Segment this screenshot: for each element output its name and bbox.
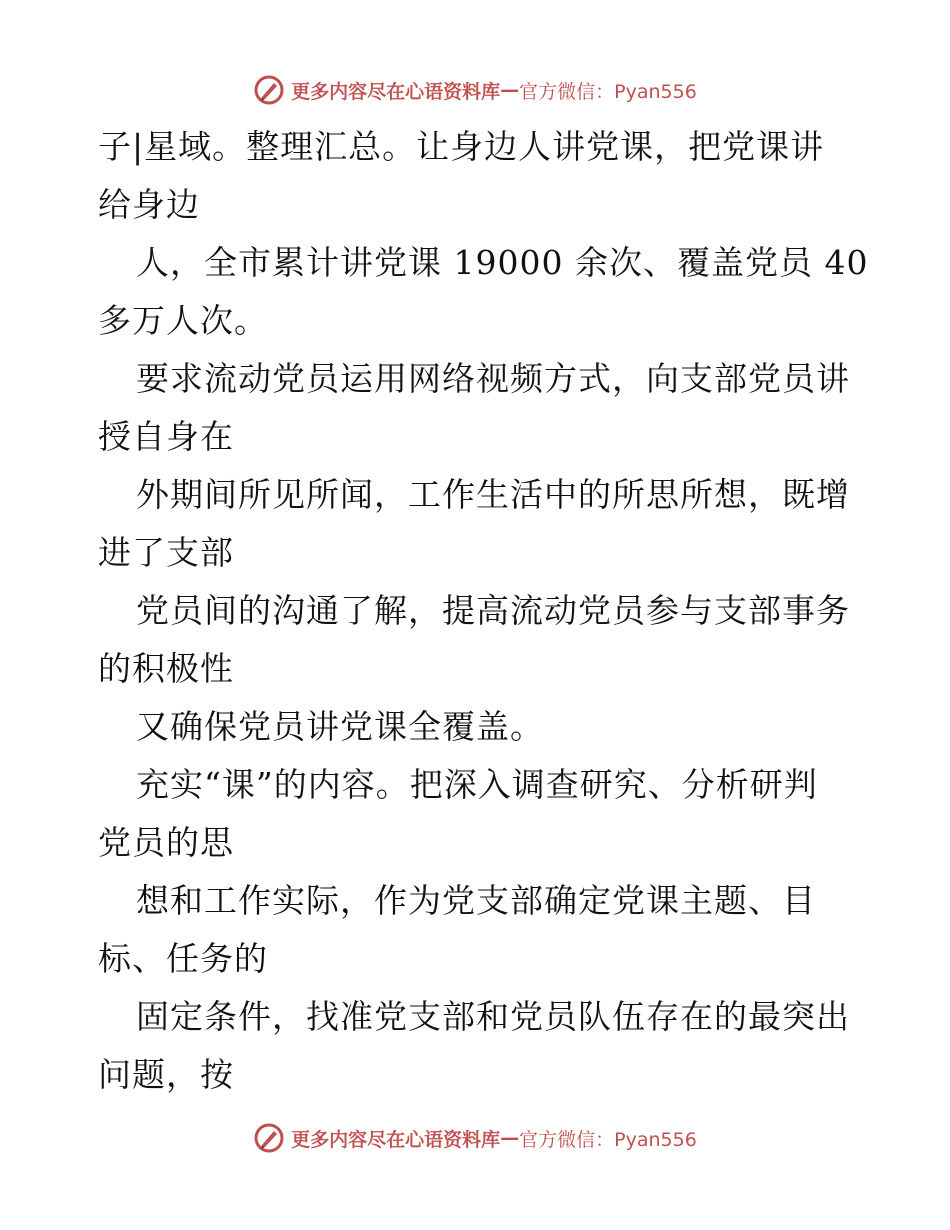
body-line: 外期间所见所闻，工作生活中的所思所想，既增 (136, 475, 850, 514)
body-line: 的积极性 (98, 649, 234, 688)
body-line: 党员间的沟通了解，提高流动党员参与支部事务 (136, 591, 850, 630)
document-body (98, 118, 868, 1104)
body-line: 多万人次。 (98, 301, 268, 340)
footer-banner-text: 更多内容尽在心语资料库 (291, 1128, 501, 1151)
body-line: 固定条件，找准党支部和党员队伍存在的最突出 (136, 997, 850, 1036)
body-line: 充实“课”的内容。把深入调查研究、分析研判 (136, 765, 818, 804)
pen-circle-logo-icon (253, 74, 285, 106)
header-banner (0, 70, 950, 110)
body-line: 要求流动党员运用网络视频方式，向支部党员讲 (136, 359, 850, 398)
body-line: 党员的思 (98, 823, 234, 862)
header-banner-text: 更多内容尽在心语资料库 (291, 80, 501, 103)
footer-banner-separator: — (500, 1127, 520, 1149)
body-line: 想和工作实际，作为党支部确定党课主题、目 (136, 881, 816, 920)
header-banner-separator: — (500, 79, 520, 101)
footer-banner (0, 1118, 950, 1158)
pen-circle-logo-icon (253, 1122, 285, 1154)
body-line: 又确保党员讲党课全覆盖。 (136, 707, 544, 746)
footer-wechat-id: 官方微信：Pyan556 (519, 1128, 697, 1151)
body-line: 标、任务的 (98, 939, 268, 978)
header-wechat-id: 官方微信：Pyan556 (519, 80, 697, 103)
body-line: 授自身在 (98, 417, 234, 456)
body-line: 问题，按 (98, 1055, 234, 1094)
body-line: 给身边 (98, 185, 200, 224)
body-line: 人，全市累计讲党课 19000 余次、覆盖党员 40 (136, 243, 869, 282)
body-line: 进了支部 (98, 533, 234, 572)
body-line: 子|星域。整理汇总。让身边人讲党课，把党课讲 (98, 127, 825, 166)
